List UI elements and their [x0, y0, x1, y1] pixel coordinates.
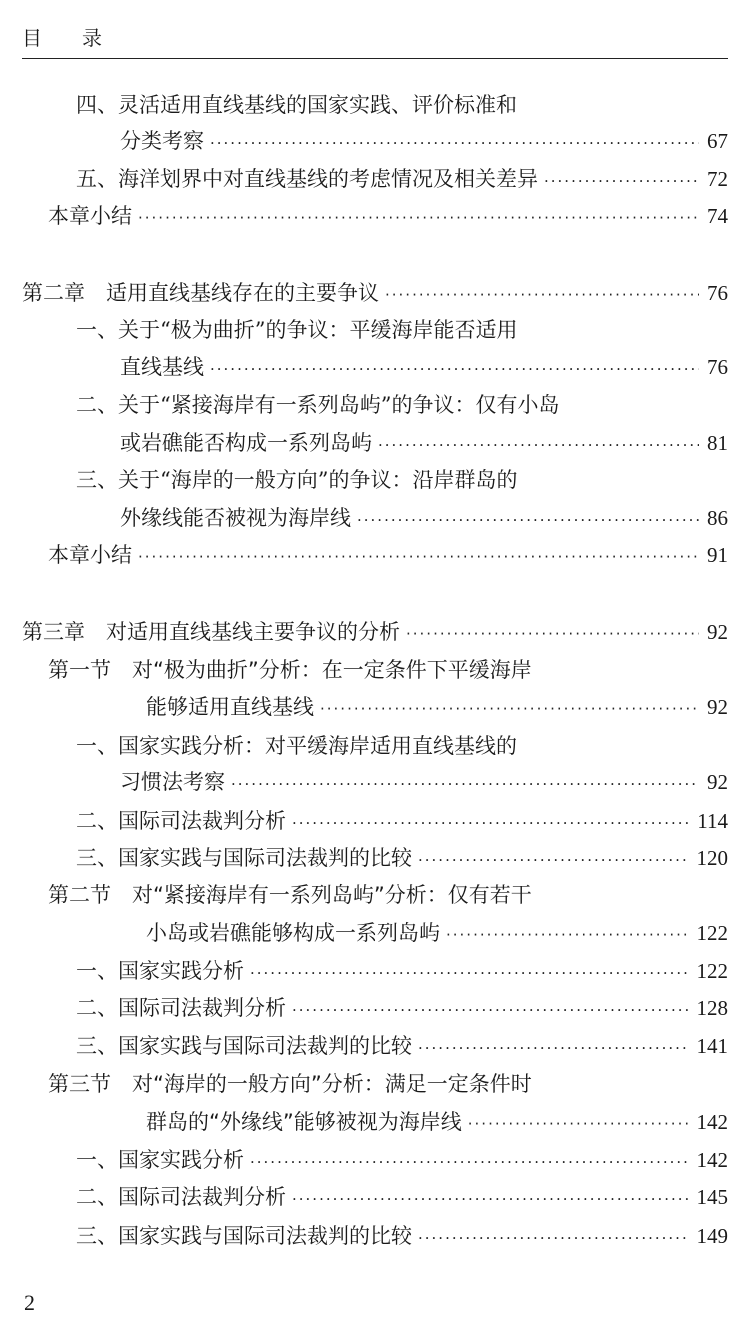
- toc-page-number: 92: [707, 620, 728, 644]
- toc-entry-title: 二、关于“紧接海岸有一系列岛屿”的争议：仅有小岛: [76, 393, 560, 417]
- toc-entry: [76, 993, 728, 1023]
- toc-entry-title: 第二节 对“紧接海岸有一系列岛屿”分析：仅有若干: [48, 883, 532, 907]
- toc-entry-title: 二、国际司法裁判分析: [76, 809, 286, 833]
- toc-entry-title: 三、国家实践与国际司法裁判的比较: [76, 1224, 412, 1248]
- toc-page-number: 128: [696, 996, 728, 1020]
- toc-entry-chapter: [22, 278, 728, 308]
- running-header: [22, 22, 102, 51]
- toc-entry: [76, 956, 728, 986]
- toc-entry-section: [146, 918, 728, 948]
- page-number: 2: [24, 1290, 35, 1315]
- toc-entry-title: 第三节 对“海岸的一般方向”分析：满足一定条件时: [48, 1072, 532, 1096]
- leader-dots: [320, 694, 699, 724]
- toc-entry-title: 一、关于“极为曲折”的争议：平缓海岸能否适用: [76, 318, 518, 342]
- toc-entry-title: 小岛或岩礁能够构成一系列岛屿: [146, 921, 440, 945]
- toc-entry: [76, 1221, 728, 1251]
- toc-entry-title: 第二章 适用直线基线存在的主要争议: [22, 281, 379, 305]
- toc-entry-section: [48, 880, 728, 910]
- toc-entry: [76, 1031, 728, 1061]
- leader-dots: [250, 1147, 689, 1177]
- leader-dots: [292, 995, 689, 1025]
- toc-entry-title: 四、灵活适用直线基线的国家实践、评价标准和: [76, 93, 517, 117]
- toc-entry: [76, 390, 728, 420]
- toc-entry-title: 三、国家实践与国际司法裁判的比较: [76, 1034, 412, 1058]
- toc-entry-section: [146, 1107, 728, 1137]
- toc-entry: [120, 126, 728, 156]
- leader-dots: [250, 958, 689, 988]
- toc-entry: [76, 465, 728, 495]
- toc-entry-title: 分类考察: [120, 129, 204, 153]
- leader-dots: [418, 1033, 689, 1063]
- toc-entry: [76, 315, 728, 345]
- toc-page-number: 145: [696, 1185, 728, 1209]
- leader-dots: [418, 845, 689, 875]
- toc-entry-title: 二、国际司法裁判分析: [76, 1185, 286, 1209]
- toc-entry-section: [48, 1069, 728, 1099]
- toc-entry-title: 习惯法考察: [120, 770, 225, 794]
- toc-page-number: 76: [707, 355, 728, 379]
- toc-entry: [76, 90, 728, 120]
- toc-entry-chapter: [22, 617, 728, 647]
- leader-dots: [544, 166, 699, 196]
- toc-entry: [76, 843, 728, 873]
- toc-entry-title: 三、国家实践与国际司法裁判的比较: [76, 846, 412, 870]
- toc-entry-summary: [48, 540, 728, 570]
- leader-dots: [292, 808, 689, 838]
- leader-dots: [406, 619, 699, 649]
- toc-entry-title: 本章小结: [48, 543, 132, 567]
- toc-entry: [76, 164, 728, 194]
- leader-dots: [292, 1184, 689, 1214]
- toc-page-number: 141: [696, 1034, 728, 1058]
- toc-page-number: 92: [707, 770, 728, 794]
- leader-dots: [418, 1223, 689, 1253]
- toc-entry-title: 五、海洋划界中对直线基线的考虑情况及相关差异: [76, 167, 538, 191]
- leader-dots: [210, 354, 699, 384]
- leader-dots: [385, 280, 699, 310]
- toc-page-number: 74: [707, 204, 728, 228]
- toc-entry-title: 三、关于“海岸的一般方向”的争议：沿岸群岛的: [76, 468, 518, 492]
- toc-entry-title: 或岩礁能否构成一系列岛屿: [120, 431, 372, 455]
- toc-page-number: 81: [707, 431, 728, 455]
- toc-entry: [76, 1145, 728, 1175]
- toc-entry: [120, 428, 728, 458]
- toc-entry-title: 一、国家实践分析: [76, 1148, 244, 1172]
- leader-dots: [357, 505, 699, 535]
- leader-dots: [138, 542, 699, 572]
- toc-entry-title: 一、国家实践分析: [76, 959, 244, 983]
- leader-dots: [138, 203, 699, 233]
- toc-page-number: 76: [707, 281, 728, 305]
- toc-entry-title: 群岛的“外缘线”能够被视为海岸线: [146, 1110, 462, 1134]
- toc-page-number: 142: [696, 1110, 728, 1134]
- toc-page-number: 86: [707, 506, 728, 530]
- toc-entry: [120, 352, 728, 382]
- toc-entry-title: 直线基线: [120, 355, 204, 379]
- toc-page-number: 142: [696, 1148, 728, 1172]
- toc-entry-summary: [48, 201, 728, 231]
- toc-page-number: 72: [707, 167, 728, 191]
- toc-page-number: 114: [697, 809, 728, 833]
- header-rule: [22, 58, 728, 59]
- header-char-2: 录: [82, 26, 102, 50]
- toc-entry-title: 外缘线能否被视为海岸线: [120, 506, 351, 530]
- toc-page-number: 122: [696, 959, 728, 983]
- toc-entry-title: 能够适用直线基线: [146, 695, 314, 719]
- toc-entry-title: 第一节 对“极为曲折”分析：在一定条件下平缓海岸: [48, 658, 532, 682]
- toc-page-number: 67: [707, 129, 728, 153]
- toc-entry: [120, 767, 728, 797]
- leader-dots: [210, 128, 699, 158]
- toc-entry: [120, 503, 728, 533]
- leader-dots: [231, 769, 699, 799]
- toc-entry-title: 第三章 对适用直线基线主要争议的分析: [22, 620, 400, 644]
- toc-entry-title: 一、国家实践分析：对平缓海岸适用直线基线的: [76, 734, 517, 758]
- toc-entry: [76, 731, 728, 761]
- toc-page-number: 122: [696, 921, 728, 945]
- toc-entry-title: 二、国际司法裁判分析: [76, 996, 286, 1020]
- toc-entry: [76, 806, 728, 836]
- toc-entry-section: [146, 692, 728, 722]
- toc-entry-title: 本章小结: [48, 204, 132, 228]
- leader-dots: [378, 430, 699, 460]
- toc-page-number: 149: [696, 1224, 728, 1248]
- toc-page-number: 91: [707, 543, 728, 567]
- toc-entry: [76, 1182, 728, 1212]
- toc-page-number: 92: [707, 695, 728, 719]
- toc-entry-section: [48, 655, 728, 685]
- toc-page-number: 120: [696, 846, 728, 870]
- header-char-1: 目: [22, 26, 42, 50]
- leader-dots: [446, 920, 689, 950]
- leader-dots: [468, 1109, 689, 1139]
